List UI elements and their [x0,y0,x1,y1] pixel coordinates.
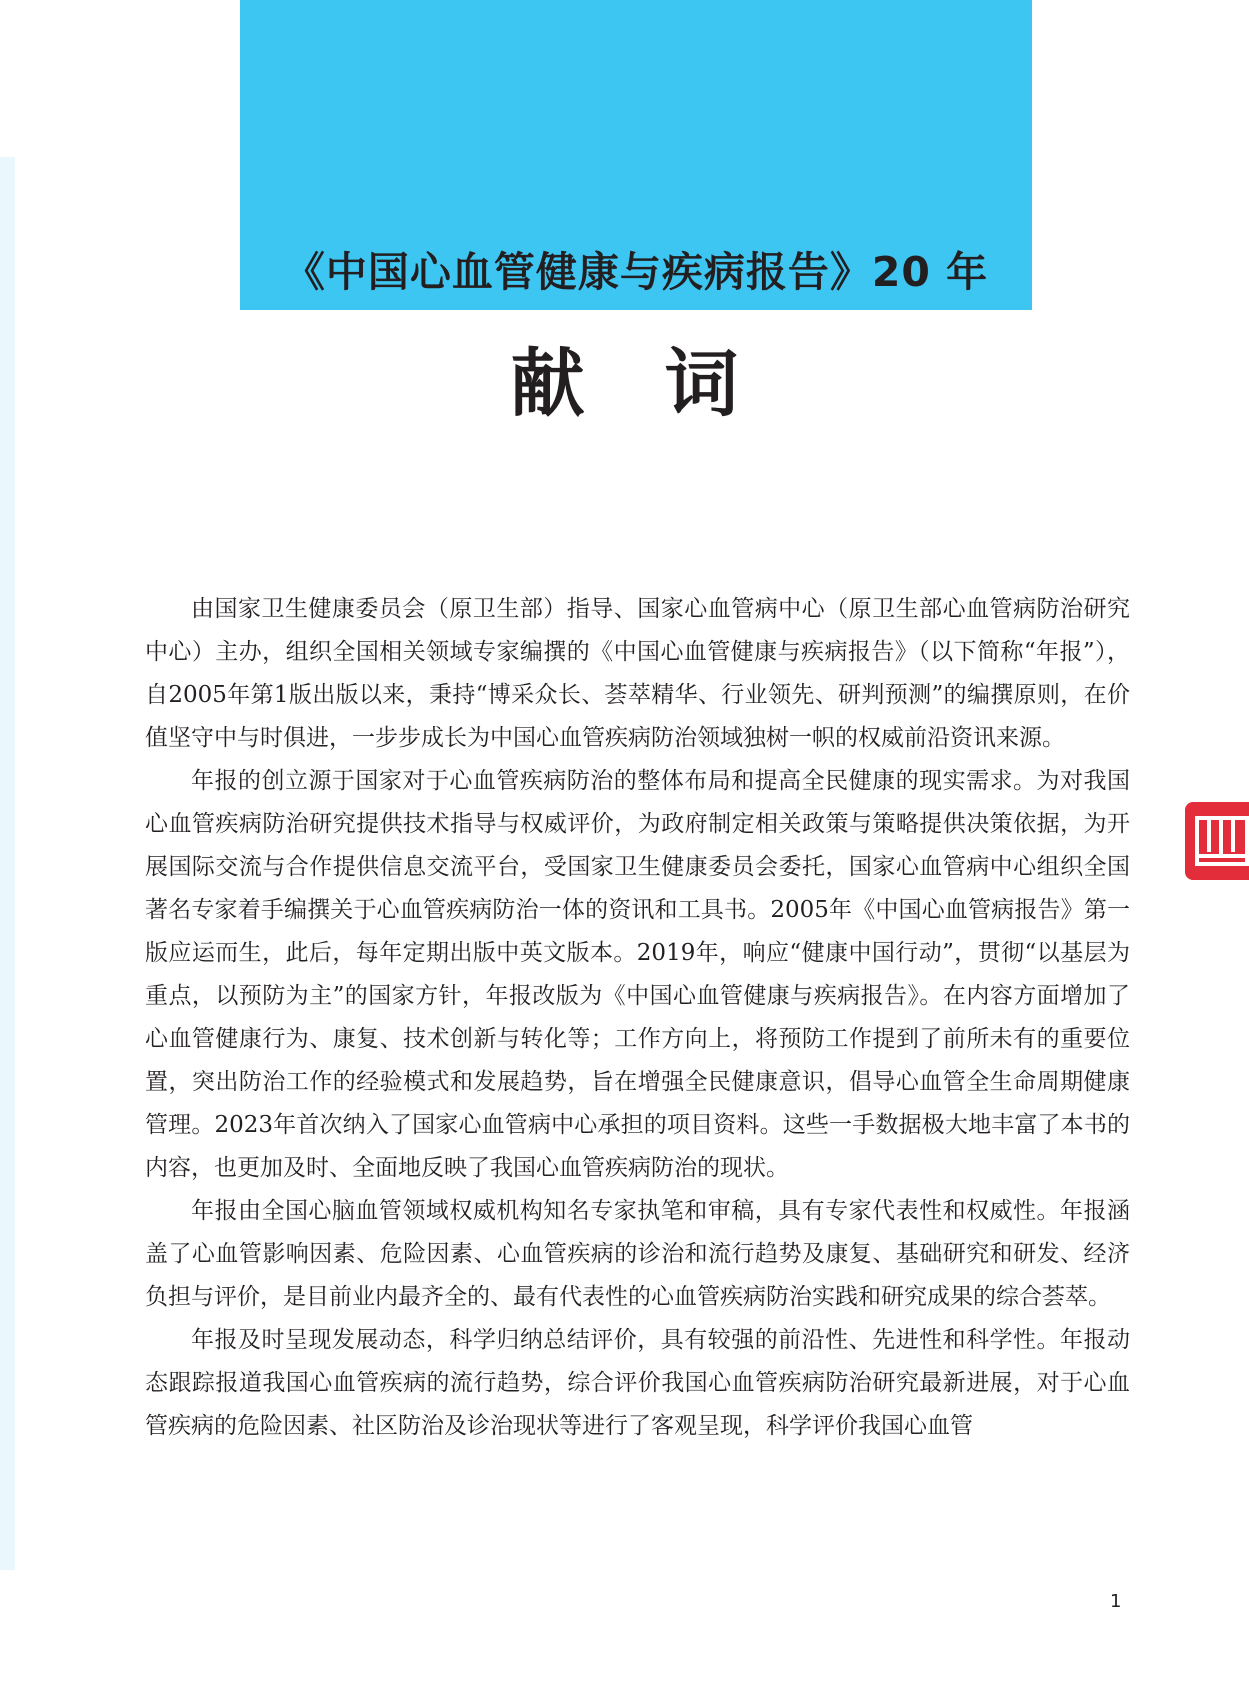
chapter-mark-icon [1193,812,1249,870]
page-number: 1 [1110,1591,1122,1612]
page-title: 献词 [510,341,819,427]
paragraph: 由国家卫生健康委员会（原卫生部）指导、国家心血管病中心（原卫生部心血管病防治研究中心）主办，组织全国相关领域专家编撰的《中国心血管健康与疾病报告》（以下简称“年报”），自2005年第1版出版以来，秉持“博采众长、荟萃精华、行业领先、研判预测”的编撰原则，在价值坚守中与时俱进，一步步成长为中国心血管疾病防治领域独树一帜的权威前沿资讯来源。 [145,596,1130,751]
paragraph: 年报及时呈现发展动态，科学归纳总结评价，具有较强的前沿性、先进性和科学性。年报动态跟踪报道我国心血管疾病的流行趋势，综合评价我国心血管疾病防治研究最新进展，对于心血管疾病的危险因素、社区防治及诊治现状等进行了客观呈现，科学评价我国心血管 [145,1327,1130,1439]
title-banner [240,0,1032,310]
paragraph: 年报的创立源于国家对于心血管疾病防治的整体布局和提高全民健康的现实需求。为对我国心血管疾病防治研究提供技术指导与权威评价，为政府制定相关政策与策略提供决策依据，为开展国际交流与合作提供信息交流平台，受国家卫生健康委员会委托，国家心血管病中心组织全国著名专家着手编撰关于心血管疾病防治一体的资讯和工具书。2005年《中国心血管病报告》第一版应运而生，此后，每年定期出版中英文版本。2019年，响应“健康中国行动”，贯彻“以基层为重点，以预防为主”的国家方针，年报改版为《中国心血管健康与疾病报告》。在内容方面增加了心血管健康行为、康复、技术创新与转化等；工作方向上，将预防工作提到了前所未有的重要位置，突出防治工作的经验模式和发展趋势，旨在增强全民健康意识，倡导心血管全生命周期健康管理。2023年首次纳入了国家心血管病中心承担的项目资料。这些一手数据极大地丰富了本书的内容，也更加及时、全面地反映了我国心血管疾病防治的现状。 [145,768,1130,1181]
banner-title: 《中国心血管健康与疾病报告》20 年 [283,248,989,296]
body-text [145,588,1130,1448]
paragraph: 年报由全国心脑血管领域权威机构知名专家执笔和审稿，具有专家代表性和权威性。年报涵盖了心血管影响因素、危险因素、心血管疾病的诊治和流行趋势及康复、基础研究和研发、经济负担与评价，是目前业内最齐全的、最有代表性的心血管疾病防治实践和研究成果的综合荟萃。 [145,1198,1130,1310]
side-tab [1185,802,1249,880]
